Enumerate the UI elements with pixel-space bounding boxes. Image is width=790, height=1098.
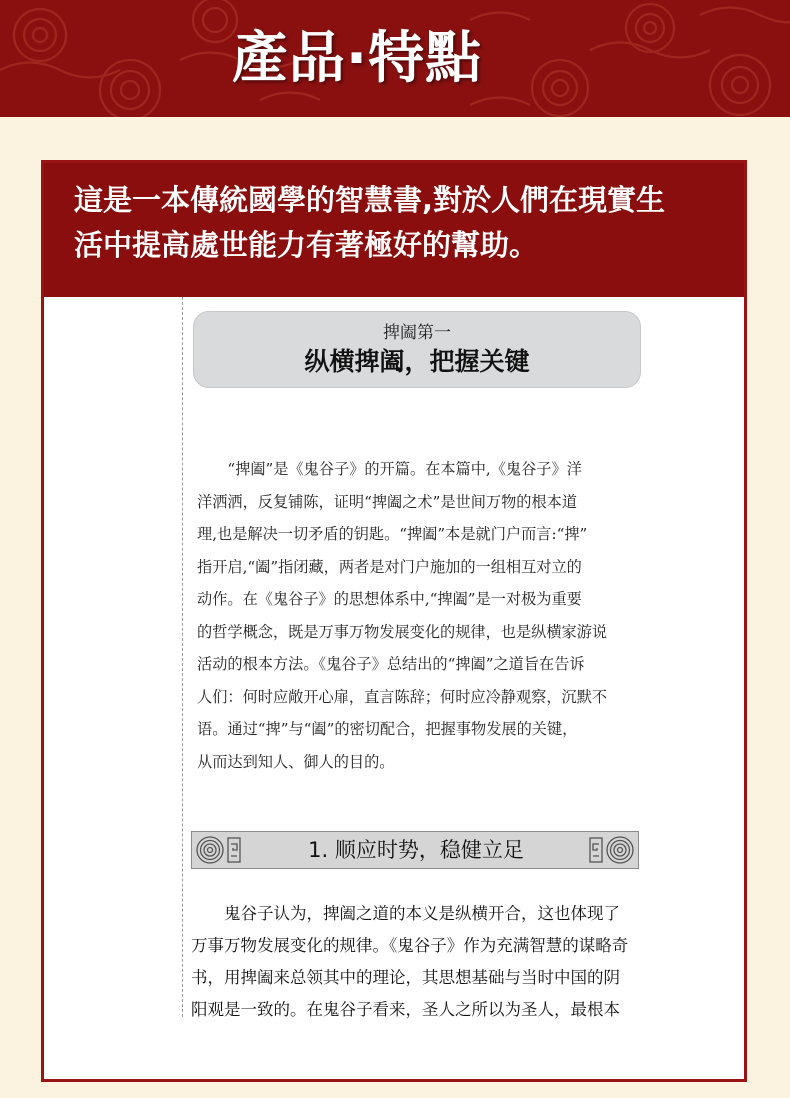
text-line: 万事万物发展变化的规律。《鬼谷子》作为充满智慧的谋略奇 [191, 936, 629, 955]
text-line: 书，用捭阖来总领其中的理论，其思想基础与当时中国的阴 [191, 968, 620, 987]
text-line: 指开启,“阖”指闭藏，两者是对门户施加的一组相互对立的 [197, 557, 582, 576]
text-line: 活动的根本方法。《鬼谷子》总结出的“捭阖”之道旨在告诉 [197, 655, 585, 673]
section-heading-bar [191, 831, 639, 869]
text-line: 理,也是解决一切矛盾的钥匙。“捭阖”本是就门户而言:“捭” [197, 525, 588, 543]
text-line: 阳观是一致的。在鬼谷子看来，圣人之所以为圣人，最根本 [191, 1000, 620, 1019]
headline-line-2: 活中提高處世能力有著極好的幫助。 [74, 228, 539, 262]
text-line: 鬼谷子认为，捭阖之道的本义是纵横开合，这也体现了 [191, 904, 620, 923]
headline-box [44, 163, 744, 297]
chapter-heading [193, 311, 641, 388]
top-banner [0, 0, 790, 117]
body-paragraph [191, 898, 639, 1026]
text-line: 从而达到知人、御人的目的。 [197, 752, 395, 771]
headline-line-1: 這是一本傳統國學的智慧書,對於人們在現實生 [74, 183, 666, 217]
text-line: 语。通过“捭”与“阖”的密切配合，把握事物发展的关键， [197, 720, 578, 738]
chapter-label: 捭阖第一 [383, 323, 451, 343]
content-frame [41, 160, 747, 1082]
spiral-ornament-left-icon [194, 834, 244, 866]
section-title: 1. 顺应时势，稳健立足 [308, 838, 524, 862]
book-page [182, 297, 683, 1017]
text-line: 动作。在《鬼谷子》的思想体系中,“捭阖”是一对极为重要 [197, 590, 582, 608]
chapter-title: 纵横捭阖，把握关键 [304, 347, 530, 376]
text-line: 的哲学概念，既是万事万物发展变化的规律，也是纵横家游说 [197, 622, 608, 641]
spiral-ornament-right-icon [586, 834, 636, 866]
intro-paragraph [197, 453, 639, 778]
text-line: “捭阖”是《鬼谷子》的开篇。在本篇中,《鬼谷子》洋 [197, 460, 582, 478]
text-line: 人们：何时应敞开心扉，直言陈辞；何时应冷静观察，沉默不 [197, 687, 608, 706]
banner-title: 產品·特點 [231, 26, 483, 91]
text-line: 洋洒洒，反复铺陈，证明“捭阖之术”是世间万物的根本道 [197, 492, 578, 511]
